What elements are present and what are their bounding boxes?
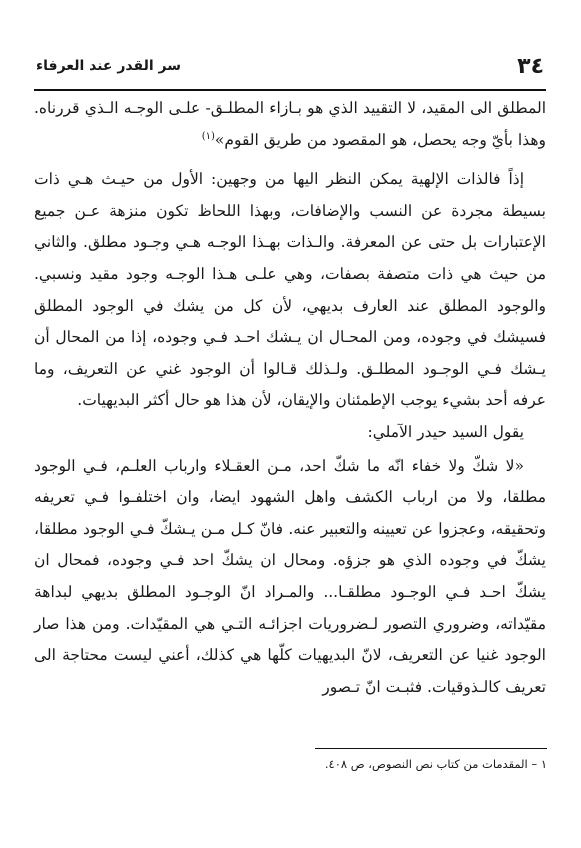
quote-introduction: يقول السيد حيدر الآملي: xyxy=(367,422,524,441)
paragraph-continuation xyxy=(34,93,546,156)
header-rule xyxy=(34,89,546,91)
running-title: سر القدر عند العرفاء xyxy=(36,58,181,74)
paragraph-two: إذاً فالذات الإلهية يمكن النظر اليها من وجهين: الأول من حيـث هـي ذات بسيطة مجردة عن النسب والإضافات، وبهذا اللحاظ تكون منزهة عـن جميع الإعتبارات بل حتى عن المعرفة. والـذات بهـذا الوجـه هـي وجـود مطلق. والثاني من حيث هي ذات متصفة بصفات، وهي علـى هـذا الوجـه وجود مقيد ونسبي. والوجود المطلق عند العارف بديهي، لأن كل من يشك في الوجود المطلق فسيشك في وجوده، ومن المحـال ان يـشك احـد فـي وجوده، إذا من المحال أن يـشك فـي الوجـود المطلـق. ولـذلك قـالوا أن الوجود غني عن التعريف، وما عرفه أحد بشيء يوجب الإطمئنان والإيقان، لأن هذا هو حال أكثر البديهيات. xyxy=(34,170,546,410)
paragraph-1-text: المطلق الى المقيد، لا التقييد الذي هو بـازاء المطلـق- علـى الوجـه الـذي قررناه. وهذا بأيّ وجه يحصل، هو المقصود من طريق القوم» xyxy=(34,99,546,149)
footnote: ١ – المقدمات من كتاب نص النصوص، ص ٤٠٨. xyxy=(324,757,547,771)
page-header xyxy=(34,52,546,86)
page-number: ٣٤ xyxy=(517,54,544,79)
footnote-separator xyxy=(315,748,547,749)
body-text xyxy=(34,93,546,703)
block-quote: «لا شكّ ولا خفاء انّه ما شكّ احد، مـن العقـلاء وارباب العلـم، فـي الوجود مطلقا، ولا من ارباب الكشف واهل الشهود ايضا، وان اختلفـوا فـي تعريفه وتحقيقه، وعجزوا عن تعيينه والتعبير عنه. فانّ كـل مـن يـشكّ فـي الوجود مطلقا، يشكّ في وجوده الذي هو جزؤه. ومحال ان يشكّ احد فـي وجوده، فمحال ان يشكّ احـد فـي الوجـود مطلقـا... والمـراد انّ الوجـود المطلق بديهي لبداهة مقيّداته، وضروري التصور لـضروريات اجزائـه التـي هي المقيّدات. ومن هذا صار الوجود غنيا عن التعريف، لانّ البديهيات كلّها هي كذلك، أعني ليست محتاجة الى تعريف كالـذوقيات. فثبـت انّ تـصور xyxy=(34,456,546,696)
footnote-reference: (١) xyxy=(201,130,215,142)
